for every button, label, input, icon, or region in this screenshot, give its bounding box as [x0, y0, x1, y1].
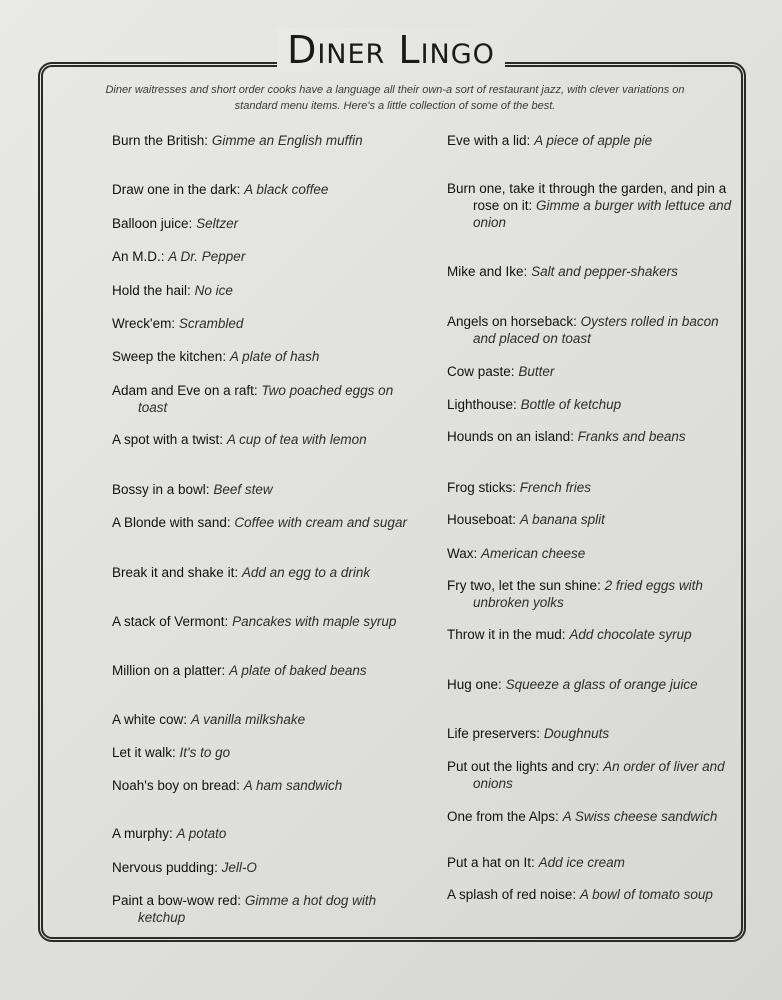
lingo-entry	[112, 215, 412, 232]
entry-term: Lighthouse:	[447, 397, 517, 412]
entry-term: Paint a bow-wow red:	[112, 893, 242, 908]
entry-definition: Scrambled	[178, 316, 244, 331]
lingo-entry	[112, 777, 412, 794]
entry-definition: A banana split	[519, 512, 605, 527]
entry-definition: Pancakes with maple syrup	[232, 614, 397, 629]
entry-definition: A Swiss cheese sandwich	[562, 809, 718, 824]
entry-term: Noah's boy on bread:	[112, 778, 240, 793]
entry-definition: Add ice cream	[538, 855, 625, 870]
lingo-entry	[112, 481, 412, 498]
lingo-entry	[447, 886, 732, 903]
lingo-entry	[447, 676, 732, 693]
entry-definition: It's to go	[179, 745, 231, 760]
entry-term: Draw one in the dark:	[112, 182, 241, 197]
lingo-entry	[447, 854, 732, 871]
lingo-entry	[112, 132, 412, 149]
lingo-entry	[112, 564, 412, 581]
lingo-entry	[447, 808, 732, 825]
page-title-text: Diner Lingo	[277, 28, 505, 72]
lingo-entry	[112, 825, 412, 842]
entry-term: Life preservers:	[447, 726, 541, 741]
lingo-entry	[112, 744, 412, 761]
entry-definition: A plate of hash	[229, 349, 320, 364]
entry-definition: A plate of baked beans	[229, 663, 367, 678]
entry-definition: Gimme a burger with lettuce and onion	[473, 198, 732, 230]
entry-term: One from the Alps:	[447, 809, 559, 824]
entry-definition: A potato	[176, 826, 227, 841]
entry-definition: Add chocolate syrup	[569, 627, 692, 642]
lingo-entry	[112, 181, 412, 198]
entry-definition: A piece of apple pie	[534, 133, 653, 148]
entry-term: Burn the British:	[112, 133, 209, 148]
lingo-entry	[447, 263, 732, 280]
entry-term: A white cow:	[112, 712, 188, 727]
entry-term: A stack of Vermont:	[112, 614, 229, 629]
entry-definition: Salt and pepper-shakers	[531, 264, 678, 279]
entry-definition: Two poached eggs on toast	[138, 383, 394, 415]
entry-term: Sweep the kitchen:	[112, 349, 227, 364]
entry-definition: A Dr. Pepper	[168, 249, 246, 264]
lingo-entry	[112, 348, 412, 365]
lingo-entry	[112, 892, 412, 926]
entry-definition: Beef stew	[213, 482, 273, 497]
entry-definition: Coffee with cream and sugar	[234, 515, 407, 530]
lingo-entry	[447, 396, 732, 413]
entry-term: Hug one:	[447, 677, 502, 692]
entry-term: Throw it in the mud:	[447, 627, 566, 642]
entry-definition: Seltzer	[196, 216, 239, 231]
entry-definition: Doughnuts	[543, 726, 610, 741]
entry-definition: An order of liver and onions	[473, 759, 725, 791]
entry-term: Hold the hail:	[112, 283, 191, 298]
entry-term: Adam and Eve on a raft:	[112, 383, 258, 398]
entry-term: Eve with a lid:	[447, 133, 531, 148]
entry-term: Mike and Ike:	[447, 264, 528, 279]
entry-term: Put out the lights and cry:	[447, 759, 600, 774]
entry-definition: A bowl of tomato soup	[579, 887, 713, 902]
entry-definition: 2 fried eggs with unbroken yolks	[473, 578, 703, 610]
entry-term: Let it walk:	[112, 745, 176, 760]
lingo-entry	[112, 382, 412, 416]
lingo-entry	[447, 758, 732, 792]
entry-term: Million on a platter:	[112, 663, 226, 678]
lingo-entry	[447, 545, 732, 562]
lingo-entry	[447, 363, 732, 380]
lingo-entry	[447, 479, 732, 496]
entry-definition: A cup of tea with lemon	[226, 432, 367, 447]
entry-term: Burn one, take it through the garden, and pin a rose on it:	[447, 181, 727, 213]
entry-definition: A ham sandwich	[243, 778, 343, 793]
entry-term: Hounds on an island:	[447, 429, 574, 444]
entry-definition: American cheese	[481, 546, 586, 561]
entry-definition: Add an egg to a drink	[241, 565, 371, 580]
entry-term: Wax:	[447, 546, 478, 561]
lingo-entry	[447, 180, 732, 231]
lingo-entry	[112, 613, 412, 630]
lingo-entry	[112, 859, 412, 876]
entry-term: Frog sticks:	[447, 480, 517, 495]
entry-definition: No ice	[194, 283, 233, 298]
entry-definition: Gimme a hot dog with ketchup	[138, 893, 377, 925]
entry-term: Angels on horseback:	[447, 314, 577, 329]
entry-term: A spot with a twist:	[112, 432, 224, 447]
entry-term: Put a hat on It:	[447, 855, 535, 870]
entry-definition: French fries	[519, 480, 592, 495]
lingo-entry	[447, 725, 732, 742]
entry-term: A splash of red noise:	[447, 887, 577, 902]
entry-definition: Bottle of ketchup	[520, 397, 622, 412]
entry-definition: A vanilla milkshake	[190, 712, 306, 727]
lingo-entry	[112, 514, 412, 531]
entry-definition: Butter	[518, 364, 555, 379]
lingo-entry	[447, 428, 732, 445]
entry-definition: Squeeze a glass of orange juice	[505, 677, 698, 692]
entry-definition: A black coffee	[244, 182, 329, 197]
lingo-entry	[112, 662, 412, 679]
entry-term: Wreck'em:	[112, 316, 176, 331]
lingo-entry	[112, 248, 412, 265]
entry-definition: Oysters rolled in bacon and placed on toast	[473, 314, 719, 346]
entry-term: Break it and shake it:	[112, 565, 239, 580]
lingo-entry	[447, 313, 732, 347]
lingo-entry	[447, 626, 732, 643]
lingo-entry	[112, 282, 412, 299]
entry-term: Nervous pudding:	[112, 860, 218, 875]
entry-term: An M.D.:	[112, 249, 165, 264]
lingo-entry	[112, 315, 412, 332]
entry-term: Cow paste:	[447, 364, 515, 379]
entry-term: Balloon juice:	[112, 216, 193, 231]
lingo-entry	[112, 711, 412, 728]
page-title	[0, 28, 782, 72]
lingo-entry	[112, 431, 412, 448]
entry-term: Bossy in a bowl:	[112, 482, 210, 497]
entry-term: Fry two, let the sun shine:	[447, 578, 601, 593]
entry-term: Houseboat:	[447, 512, 517, 527]
lingo-entry	[447, 132, 732, 149]
entry-definition: Gimme an English muffin	[211, 133, 363, 148]
lingo-entry	[447, 577, 732, 611]
entry-definition: Jell-O	[221, 860, 257, 875]
entry-term: A Blonde with sand:	[112, 515, 231, 530]
lingo-entry	[447, 511, 732, 528]
entry-definition: Franks and beans	[577, 429, 686, 444]
intro-text: Diner waitresses and short order cooks have a language all their own-a sort of restaurant jazz, with clever variations on standard menu items. Here's a little collection of some of the best.	[105, 84, 685, 112]
entry-term: A murphy:	[112, 826, 173, 841]
